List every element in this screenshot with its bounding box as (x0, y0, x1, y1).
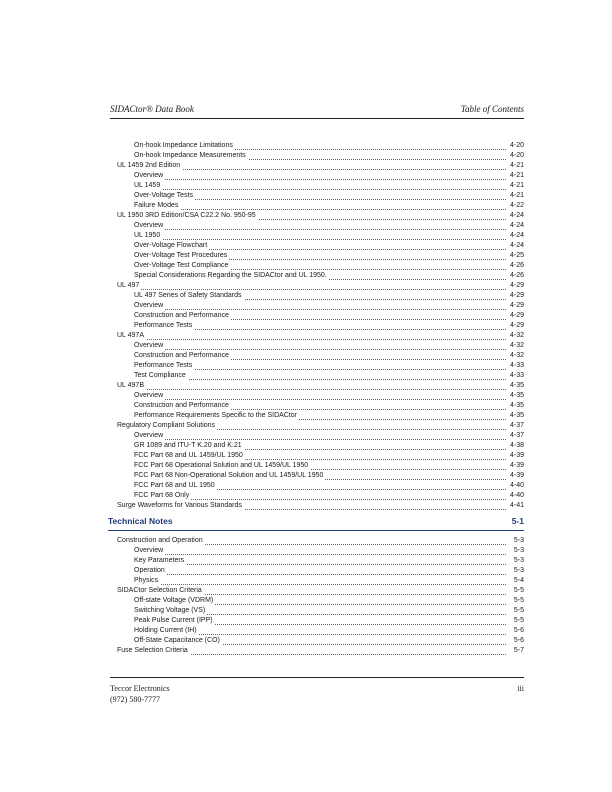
toc-entry-page: 5-3 (513, 537, 524, 544)
toc-entry-page: 4-37 (509, 432, 524, 439)
toc-entry-title: Off-State Capacitance (CO) (134, 637, 220, 644)
toc-entry-title: Fuse Selection Criteria (117, 647, 188, 654)
toc-entry-title: FCC Part 68 Operational Solution and UL 1459/UL 1950 (134, 462, 309, 469)
toc-entry-page: 5-6 (513, 637, 524, 644)
header-rule (110, 118, 524, 119)
toc-entry-title: Construction and Operation (117, 537, 203, 544)
toc-entry-page: 4-41 (509, 502, 524, 509)
toc-entry-page: 4-39 (509, 452, 524, 459)
toc-entry-title: Over-Voltage Test Compliance (134, 262, 229, 269)
toc-entry-title: UL 1459 (134, 182, 161, 189)
toc-entry-page: 5-5 (513, 617, 524, 624)
toc-entry-page: 4-24 (509, 222, 524, 229)
toc-entry-title: UL 497 (117, 282, 140, 289)
toc-entry-title: Overview (134, 342, 164, 349)
toc-entry-title: On-hook Impedance Limitations (134, 142, 233, 149)
footer-rule (110, 677, 524, 678)
toc-entry-title: UL 1950 (134, 232, 161, 239)
toc-entry-title: Performance Tests (134, 322, 193, 329)
running-header (110, 104, 524, 118)
toc-entry-page: 4-40 (509, 482, 524, 489)
toc-entry-page: 4-35 (509, 402, 524, 409)
toc-entry-page: 5-3 (513, 557, 524, 564)
toc-entry-title: Overview (134, 222, 164, 229)
toc-entry-page: 4-29 (509, 322, 524, 329)
toc-entry-page: 4-24 (509, 232, 524, 239)
toc-entry-title: Test Compliance (134, 372, 186, 379)
section-heading[interactable] (108, 516, 524, 530)
toc-entry-page: 4-21 (509, 162, 524, 169)
toc-entry-title: Construction and Performance (134, 312, 229, 319)
toc-entry-page: 5-4 (513, 577, 524, 584)
toc-entry-page: 4-39 (509, 472, 524, 479)
toc-entry-title: Operation (134, 567, 165, 574)
toc-entry[interactable] (110, 646, 524, 656)
toc-entry-page: 5-5 (513, 597, 524, 604)
toc-entry-title: FCC Part 68 Non-Operational Solution and UL 1459/UL 1950 (134, 472, 324, 479)
toc-entry-title: On-hook Impedance Measurements (134, 152, 246, 159)
toc-list-chapter-5 (110, 536, 524, 656)
toc-entry-page: 5-5 (513, 587, 524, 594)
toc-entry-title: Holding Current (IH) (134, 627, 197, 634)
toc-entry-title: Overview (134, 172, 164, 179)
toc-entry-page: 4-29 (509, 312, 524, 319)
toc-entry-page: 4-29 (509, 302, 524, 309)
toc-entry-title: Construction and Performance (134, 402, 229, 409)
toc-entry-page: 4-21 (509, 172, 524, 179)
toc-entry-title: UL 497 Series of Safety Standards (134, 292, 242, 299)
toc-entry-title: Overview (134, 302, 164, 309)
toc-entry-page: 4-35 (509, 382, 524, 389)
toc-entry-title: UL 497B (117, 382, 144, 389)
toc-entry-title: Performance Tests (134, 362, 193, 369)
toc-entry-title: UL 1459 2nd Edition (117, 162, 181, 169)
toc-entry-page: 5-6 (513, 627, 524, 634)
toc-entry-page: 4-20 (509, 142, 524, 149)
toc-entry-page: 4-22 (509, 202, 524, 209)
section-rule (108, 530, 524, 531)
toc-entry-page: 4-37 (509, 422, 524, 429)
toc-entry-title: FCC Part 68 and UL 1459/UL 1950 (134, 452, 243, 459)
toc-entry-title: Switching Voltage (VS) (134, 607, 206, 614)
toc-entry-title: Performance Requirements Specific to the SIDACtor (134, 412, 298, 419)
toc-entry-page: 4-21 (509, 182, 524, 189)
toc-entry-page: 5-5 (513, 607, 524, 614)
toc-entry-page: 4-33 (509, 362, 524, 369)
toc-entry-title: Overview (134, 547, 164, 554)
toc-entry-page: 4-32 (509, 332, 524, 339)
toc-entry-page: 4-32 (509, 342, 524, 349)
toc-entry-page: 4-24 (509, 242, 524, 249)
toc-entry-page: 4-29 (509, 282, 524, 289)
toc-entry-page: 5-3 (513, 567, 524, 574)
toc-list-chapter-4 (110, 141, 524, 511)
toc-entry-page: 4-35 (509, 392, 524, 399)
toc-entry-page: 4-29 (509, 292, 524, 299)
toc-entry-title: Special Considerations Regarding the SIDACtor and UL 1950. (134, 272, 327, 279)
toc-entry-title: UL 497A (117, 332, 144, 339)
toc-entry-title: Overview (134, 432, 164, 439)
toc-entry-page: 4-26 (509, 262, 524, 269)
toc-entry-title: UL 1950 3RD Edition/CSA C22.2 No. 950-95 (117, 212, 256, 219)
toc-entry-title: Over-Voltage Test Procedures (134, 252, 228, 259)
toc-entry-title: Regulatory Compliant Solutions (117, 422, 216, 429)
toc-entry-page: 4-38 (509, 442, 524, 449)
toc-entry-page: 4-25 (509, 252, 524, 259)
toc-entry-title: Construction and Performance (134, 352, 229, 359)
section-page: 5-1 (511, 516, 524, 526)
toc-entry-page: 4-39 (509, 462, 524, 469)
toc-entry-title: Overview (134, 392, 164, 399)
toc-entry-title: Peak Pulse Current (IPP) (134, 617, 213, 624)
toc-entry-title: SIDACtor Selection Criteria (117, 587, 202, 594)
toc-entry-page: 5-7 (513, 647, 524, 654)
header-section-title: Table of Contents (460, 104, 524, 114)
footer-phone: (972) 580-7777 (110, 695, 160, 704)
footer-company: Teccor Electronics (110, 684, 170, 693)
toc-entry-title: FCC Part 68 and UL 1950 (134, 482, 215, 489)
toc-entry-title: FCC Part 68 Only (134, 492, 190, 499)
toc-entry-page: 4-35 (509, 412, 524, 419)
toc-entry[interactable] (110, 501, 524, 511)
footer (110, 683, 524, 705)
toc-entry-page: 4-33 (509, 372, 524, 379)
toc-entry-title: Over-Voltage Tests (134, 192, 194, 199)
toc-entry-title: Surge Waveforms for Various Standards (117, 502, 242, 509)
toc-entry-page: 5-3 (513, 547, 524, 554)
footer-page-number: iii (517, 684, 524, 693)
section-title: Technical Notes (108, 516, 173, 526)
toc-entry-title: Physics (134, 577, 159, 584)
toc-entry-title: Off-state Voltage (VDRM) (134, 597, 214, 604)
toc-entry-page: 4-40 (509, 492, 524, 499)
toc-entry-page: 4-20 (509, 152, 524, 159)
toc-entry-page: 4-21 (509, 192, 524, 199)
toc-entry-page: 4-32 (509, 352, 524, 359)
toc-entry-page: 4-26 (509, 272, 524, 279)
header-book-title: SIDACtor® Data Book (110, 104, 194, 114)
toc-entry-title: Failure Modes (134, 202, 179, 209)
toc-entry-title: Key Parameters (134, 557, 185, 564)
toc-entry-title: GR 1089 and ITU-T K.20 and K.21 (134, 442, 242, 449)
toc-entry-page: 4-24 (509, 212, 524, 219)
toc-entry-title: Over-Voltage Flowchart (134, 242, 208, 249)
